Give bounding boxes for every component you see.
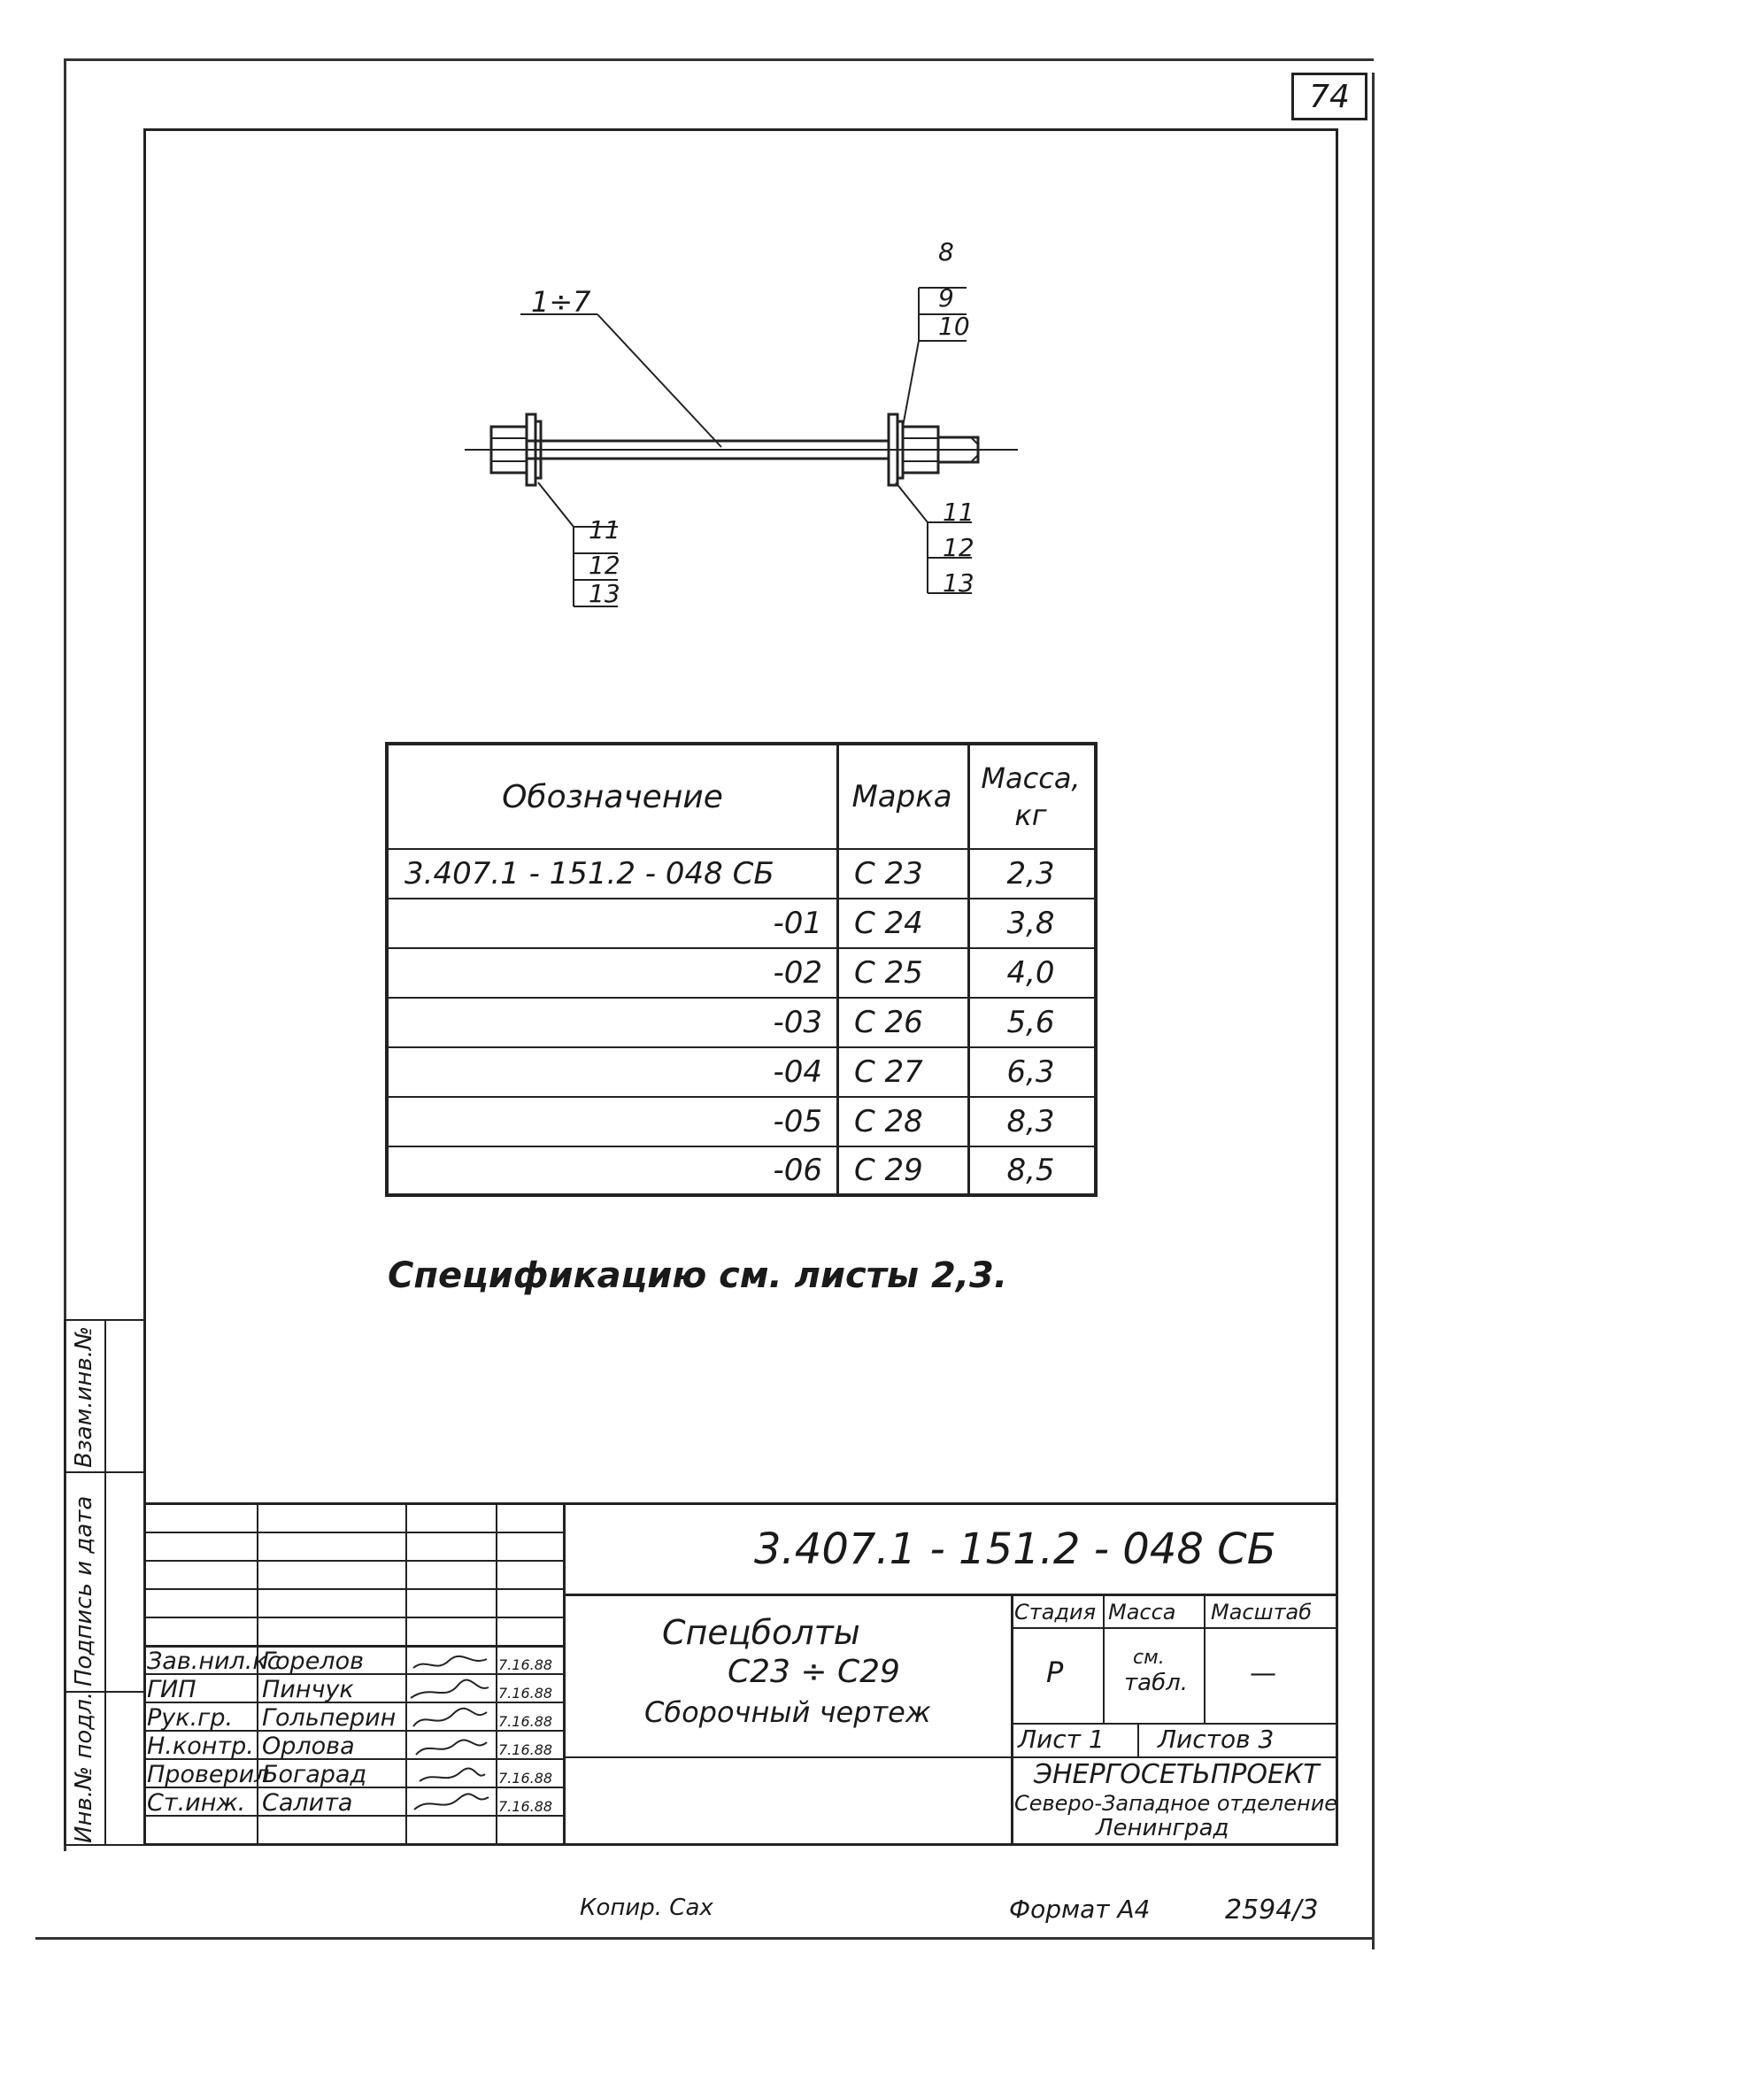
side-label-signature-date: Подпись и дата: [71, 1495, 97, 1686]
row-designation: -02: [773, 955, 822, 991]
date-3: 7.16.88: [498, 1713, 553, 1730]
variants-table: [385, 742, 1098, 1197]
title-block-divider: [1103, 1594, 1105, 1723]
title-block-divider: [563, 1502, 566, 1846]
table-row: [389, 1146, 1094, 1193]
table-row: [389, 947, 1094, 997]
scale-label: Масштаб: [1211, 1600, 1313, 1625]
title-block-divider: [1137, 1723, 1139, 1756]
org-name: ЭНЕРГОСЕТЬПРОЕКТ: [1034, 1759, 1320, 1790]
row-designation: -01: [773, 906, 822, 941]
header-designation: Обозначение: [502, 778, 723, 815]
table-row: [389, 848, 1094, 898]
name-5: Богарад: [262, 1761, 367, 1788]
callout-left-part-12: 12: [589, 551, 620, 580]
sheet-bottom-line: [35, 1937, 1374, 1940]
document-code: 3.407.1 - 151.2 - 048 СБ: [754, 1524, 1276, 1574]
stage-label: Стадия: [1014, 1600, 1097, 1625]
mass-value-line-2: табл.: [1124, 1670, 1188, 1696]
page-number: 74: [1291, 73, 1367, 120]
date-6: 7.16.88: [498, 1798, 553, 1815]
title-block-divider: [1011, 1627, 1338, 1629]
title-line-2: С23 ÷ С29: [728, 1654, 900, 1690]
row-mark: С 29: [854, 1153, 923, 1188]
row-mass: 3,8: [1006, 906, 1055, 941]
title-block-divider: [563, 1594, 1338, 1596]
org-city: Ленинград: [1096, 1815, 1229, 1841]
role-6: Ст.инж.: [147, 1789, 246, 1817]
callout-part-9: 9: [938, 283, 954, 313]
mass-label: Масса: [1108, 1600, 1176, 1625]
org-division: Северо-Западное отделение: [1014, 1791, 1338, 1816]
sheet-top-line: [64, 58, 1374, 61]
spec-note: Спецификацию см. листы 2,3.: [388, 1255, 1008, 1296]
table-row: [389, 997, 1094, 1046]
row-mass: 8,3: [1006, 1104, 1055, 1139]
callout-part-10: 10: [938, 312, 970, 341]
name-3: Гольперин: [262, 1704, 397, 1732]
name-6: Салита: [262, 1789, 353, 1817]
date-5: 7.16.88: [498, 1770, 553, 1787]
callout-part-8: 8: [938, 237, 954, 266]
side-label-replace-inv: Взам.инв.№: [71, 1326, 97, 1468]
sheets-count: Листов 3: [1158, 1725, 1275, 1754]
title-block-divider: [143, 1560, 563, 1562]
date-2: 7.16.88: [498, 1685, 553, 1702]
table-header-row: [389, 745, 1094, 848]
title-block-divider: [1204, 1594, 1206, 1723]
role-1: Зав.нил.кс: [147, 1648, 281, 1675]
stage-value: Р: [1046, 1656, 1064, 1689]
row-mark: С 26: [854, 1005, 923, 1040]
callout-right-part-11: 11: [943, 498, 974, 527]
table-row: [389, 1046, 1094, 1096]
header-mass-line1: Масса,: [981, 761, 1081, 795]
role-2: ГИП: [147, 1676, 196, 1703]
sheet-right-line: [1372, 73, 1375, 1949]
row-mass: 2,3: [1006, 856, 1055, 891]
header-mass-unit: кг: [1014, 799, 1047, 832]
footer-archive-number: 2594/3: [1225, 1895, 1319, 1926]
name-1: Горелов: [262, 1648, 365, 1675]
row-designation: -03: [773, 1005, 822, 1040]
date-1: 7.16.88: [498, 1656, 553, 1673]
mass-value-line-1: см.: [1133, 1647, 1165, 1669]
title-block-top: [143, 1502, 1338, 1505]
title-block-divider: [1011, 1756, 1338, 1758]
row-mass: 5,6: [1006, 1005, 1055, 1040]
row-designation: -06: [773, 1153, 822, 1188]
scale-value: —: [1250, 1658, 1276, 1689]
callout-left-part-13: 13: [589, 579, 620, 608]
callout-right-part-13: 13: [943, 568, 974, 598]
title-block-divider: [143, 1588, 563, 1590]
row-mass: 8,5: [1006, 1153, 1055, 1188]
row-designation: 3.407.1 - 151.2 - 048 СБ: [404, 856, 774, 891]
sheet-label: Лист 1: [1018, 1725, 1105, 1754]
title-block-divider: [1011, 1594, 1013, 1846]
name-4: Орлова: [262, 1733, 355, 1760]
title-line-3: Сборочный чертеж: [644, 1695, 931, 1729]
callout-right-part-12: 12: [943, 533, 974, 562]
row-mark: С 25: [854, 955, 923, 991]
table-row: [389, 898, 1094, 947]
row-mass: 6,3: [1006, 1054, 1055, 1090]
side-label-inv-podl: Инв.№ подл.: [71, 1691, 97, 1843]
title-block-divider: [143, 1617, 563, 1618]
table-row: [389, 1096, 1094, 1146]
signatures: [409, 1648, 493, 1817]
footer-copied: Копир. Сах: [580, 1895, 713, 1921]
role-3: Рук.гр.: [147, 1704, 234, 1732]
row-mark: С 27: [854, 1054, 923, 1090]
header-mass: [967, 745, 1094, 848]
name-2: Пинчук: [262, 1676, 354, 1703]
callout-parts-1-7: 1÷7: [531, 285, 591, 319]
footer-format: Формат А4: [1009, 1895, 1151, 1924]
header-mark: Марка: [851, 779, 952, 814]
row-mark: С 24: [854, 906, 923, 941]
role-5: Проверил: [147, 1761, 270, 1788]
title-block-divider: [563, 1756, 1011, 1758]
date-4: 7.16.88: [498, 1741, 553, 1758]
title-line-1: Спецболты: [662, 1613, 860, 1652]
row-designation: -05: [773, 1104, 822, 1139]
side-strip-divider: [104, 1319, 106, 1846]
callout-left-part-11: 11: [589, 515, 620, 544]
row-mark: С 23: [854, 856, 923, 891]
row-mark: С 28: [854, 1104, 923, 1139]
row-designation: -04: [773, 1054, 822, 1090]
title-block-divider: [143, 1532, 563, 1533]
role-4: Н.контр.: [147, 1733, 254, 1760]
row-mass: 4,0: [1006, 955, 1055, 991]
